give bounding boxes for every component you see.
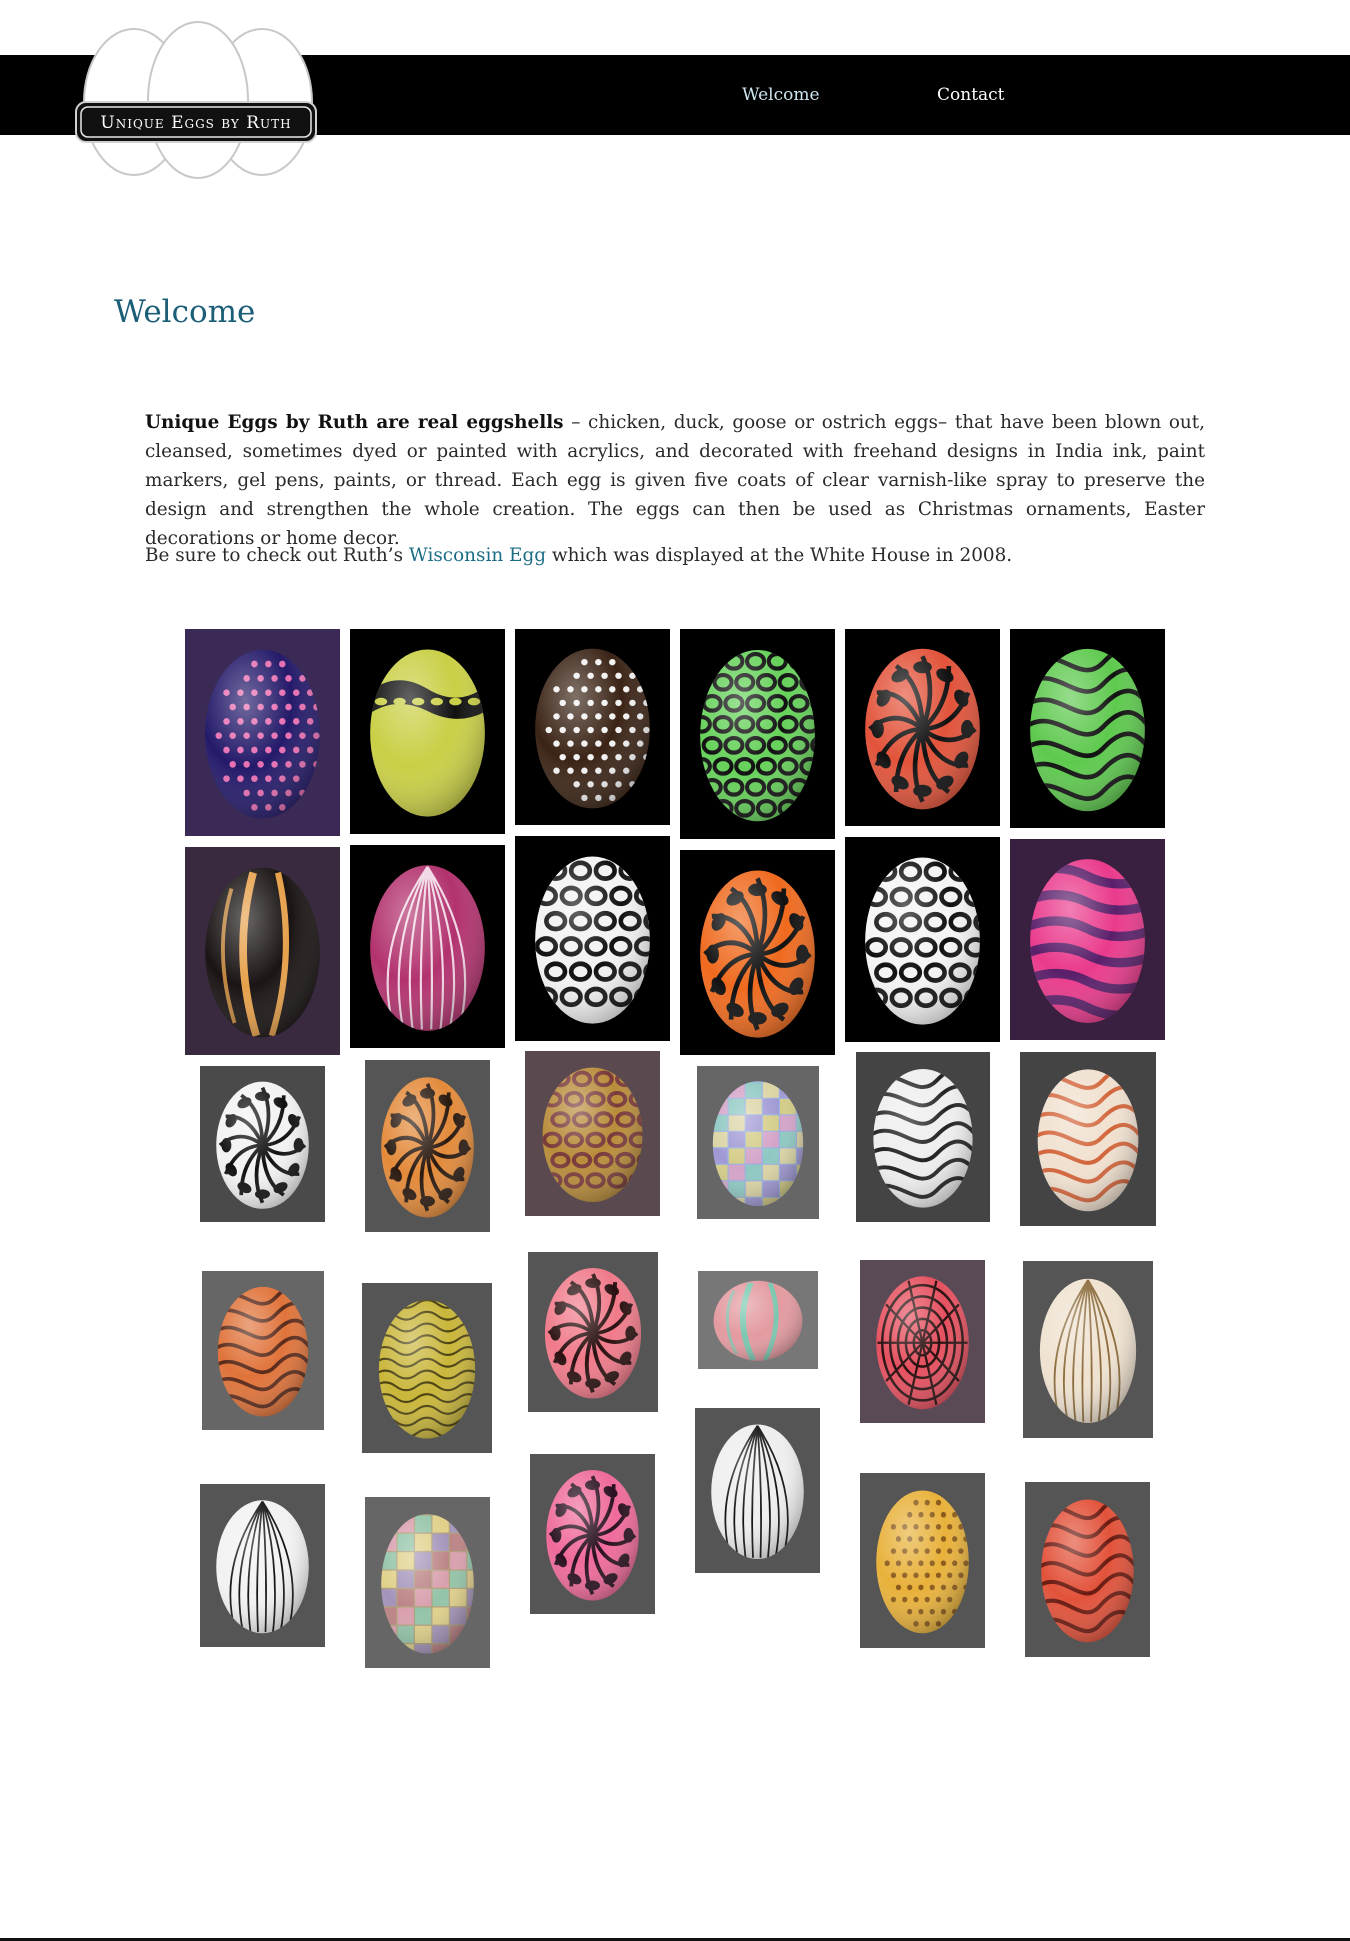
orange-leaf-egg-thumbnail[interactable] [365,1060,490,1232]
nav-welcome[interactable]: Welcome [742,85,820,105]
pink-wave-egg-thumbnail[interactable] [1010,839,1165,1040]
red-orange-swirl-egg-thumbnail[interactable] [1025,1482,1150,1657]
pastel-band-egg-image [698,1271,818,1369]
yellow-maze-egg-thumbnail[interactable] [362,1283,492,1453]
pink-leaf-egg-thumbnail[interactable] [530,1454,655,1614]
page-title: Welcome [114,294,256,330]
magenta-thread-egg-image [350,845,505,1048]
pastel-band-egg-thumbnail[interactable] [698,1271,818,1369]
wisconsin-note [145,541,1205,570]
yellow-maze-egg-image [362,1283,492,1453]
green-scale-egg-thumbnail[interactable] [680,629,835,839]
checkered-pastel-egg-image [365,1497,490,1668]
nav-contact[interactable]: Contact [937,85,1005,105]
pink-petal-egg-thumbnail[interactable] [528,1252,658,1412]
orange-paisley-egg-image [680,850,835,1055]
lime-lace-band-egg-thumbnail[interactable] [350,629,505,834]
green-swirl-egg-thumbnail[interactable] [1010,629,1165,828]
lime-lace-band-egg-image [350,629,505,834]
pink-leaf-egg-image [530,1454,655,1614]
red-floral-egg-image [845,629,1000,826]
orange-ink-egg-thumbnail[interactable] [202,1271,324,1430]
white-petal-egg-image [200,1066,325,1222]
pastel-mosaic-egg-thumbnail[interactable] [697,1066,819,1219]
intro-body: – chicken, duck, goose or ostrich eggs– that have been blown out, cleansed, sometimes dyed or painted with acrylics, and decorated with freehand designs in India ink, paint markers, gel pens, paints, or thread. Each egg is given five coats of clear varnish-like spray to preserve the design and strengthen the whole creation. The eggs can then be used as Christmas ornaments, Easter decorations or home decor. [145,412,1205,549]
green-scale-egg-image [680,629,835,839]
pastel-mosaic-egg-image [697,1066,819,1219]
white-ovals-egg-image [515,836,670,1041]
red-floral-egg-thumbnail[interactable] [845,629,1000,826]
navy-polka-dot-egg-image [185,629,340,836]
brown-dotted-egg-thumbnail[interactable] [515,629,670,825]
white-petal-egg-thumbnail[interactable] [200,1066,325,1222]
pink-wave-egg-image [1010,839,1165,1040]
black-stripe-egg-image [185,847,340,1055]
orange-leaf-egg-image [365,1060,490,1232]
cream-orange-swirl-egg-thumbnail[interactable] [1020,1052,1156,1226]
cream-stripe-egg-image [1023,1261,1153,1438]
white-ovals-egg-thumbnail[interactable] [515,836,670,1041]
white-line-egg-image [200,1484,325,1647]
orange-ink-egg-image [202,1271,324,1430]
white-vein-egg-thumbnail[interactable] [695,1408,820,1573]
intro-paragraph [145,408,1205,553]
checkered-pastel-egg-thumbnail[interactable] [365,1497,490,1668]
gold-medallion-egg-image [525,1051,660,1216]
white-script-egg-image [856,1052,990,1222]
red-web-egg-image [860,1260,985,1423]
brown-dotted-egg-image [515,629,670,825]
gold-medallion-egg-thumbnail[interactable] [525,1051,660,1216]
green-swirl-egg-image [1010,629,1165,828]
cream-stripe-egg-thumbnail[interactable] [1023,1261,1153,1438]
cream-orange-swirl-egg-image [1020,1052,1156,1226]
black-stripe-egg-thumbnail[interactable] [185,847,340,1055]
intro-bold-lead: Unique Eggs by Ruth are real eggshells [145,412,564,433]
navy-polka-dot-egg-thumbnail[interactable] [185,629,340,836]
white-vein-egg-image [695,1408,820,1573]
orange-paisley-egg-thumbnail[interactable] [680,850,835,1055]
logo-text: Unique Eggs by Ruth [100,113,292,133]
golden-dot-egg-image [860,1473,985,1648]
note-after: which was displayed at the White House in 2008. [546,545,1013,566]
white-script-egg-thumbnail[interactable] [856,1052,990,1222]
red-orange-swirl-egg-image [1025,1482,1150,1657]
golden-dot-egg-thumbnail[interactable] [860,1473,985,1648]
main-nav [0,55,1350,135]
white-line-egg-thumbnail[interactable] [200,1484,325,1647]
pink-petal-egg-image [528,1252,658,1412]
red-web-egg-thumbnail[interactable] [860,1260,985,1423]
wisconsin-egg-link[interactable]: Wisconsin Egg [408,545,546,566]
note-before: Be sure to check out Ruth’s [145,545,409,566]
magenta-thread-egg-thumbnail[interactable] [350,845,505,1048]
white-maze-egg-image [845,837,1000,1042]
white-maze-egg-thumbnail[interactable] [845,837,1000,1042]
